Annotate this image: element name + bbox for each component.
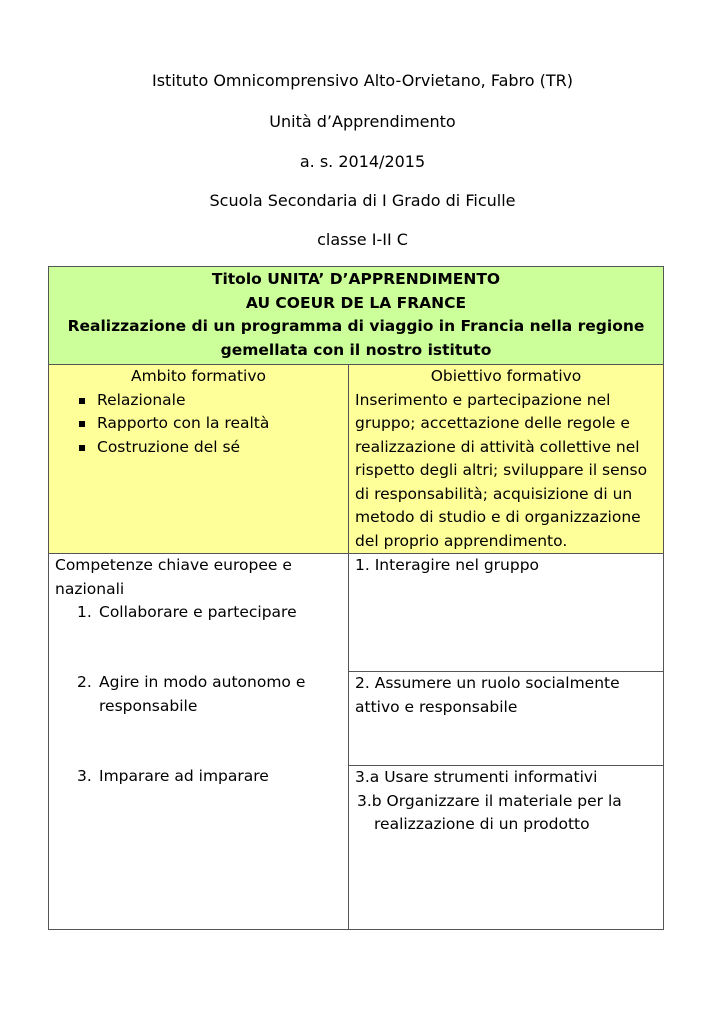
list-item-label: Rapporto con la realtà (97, 414, 270, 432)
competenze-heading-line1: Competenze chiave europee e (55, 556, 292, 574)
list-item-number: 1. (77, 603, 92, 621)
obiettivo-specifico-2-line2: attivo e responsabile (355, 697, 518, 716)
title-cell (49, 267, 664, 365)
list-item-number: 3. (77, 767, 92, 785)
unit-description-line2: gemellata con il nostro istituto (220, 340, 492, 359)
competenze-cell (49, 554, 349, 930)
list-item (77, 436, 342, 460)
obiettivo-specifico-2-cell (349, 672, 664, 766)
obiettivo-line: realizzazione di attività collettive nel (355, 437, 640, 456)
ambito-list (55, 389, 342, 460)
list-item-label-cont: responsabile (99, 696, 198, 715)
obiettivo-specifico-1-cell (349, 554, 664, 672)
title-line: Titolo UNITA’ D’APPRENDIMENTO (211, 270, 501, 288)
list-item-number: 2. (77, 673, 92, 691)
obiettivo-line: gruppo; accettazione delle regole e (355, 414, 630, 432)
header-school-year: a. s. 2014/2015 (299, 152, 426, 171)
learning-unit-table (48, 266, 664, 930)
square-bullet-icon (79, 398, 85, 404)
unit-name: AU COEUR DE LA FRANCE (245, 293, 467, 312)
obiettivo-line: rispetto degli altri; sviluppare il senso (355, 461, 648, 479)
competenze-heading-line2: nazionali (55, 579, 125, 598)
list-item (55, 671, 342, 765)
ambito-cell (49, 365, 349, 554)
header-unit-type: Unità d’Apprendimento (269, 112, 456, 131)
header-classes: classe I-II C (317, 230, 408, 249)
obiettivo-specifico-3b-line1: 3.b Organizzare il materiale per la (357, 791, 622, 810)
square-bullet-icon (79, 445, 85, 451)
ambito-heading: Ambito formativo (130, 367, 266, 385)
obiettivo-line: di responsabilità; acquisizione di un (355, 484, 633, 503)
unit-description-line1: Realizzazione di un programma di viaggio in Francia nella regione (67, 317, 645, 335)
square-bullet-icon (79, 421, 85, 427)
obiettivo-specifico-3a: 3.a Usare strumenti informativi (355, 768, 598, 786)
list-item (77, 412, 342, 436)
obiettivo-line: del proprio apprendimento. (355, 531, 568, 550)
header-institute: Istituto Omnicomprensivo Alto-Orvietano, Fabro (TR) (151, 71, 573, 90)
obiettivo-specifico-2-line1: 2. Assumere un ruolo socialmente (355, 674, 620, 692)
obiettivo-specifico-3b (355, 790, 657, 837)
list-item-label: Relazionale (97, 390, 186, 409)
list-item (55, 765, 342, 789)
obiettivo-specifico-3-cell (349, 766, 664, 930)
obiettivo-specifico-1: 1. Interagire nel gruppo (355, 556, 540, 574)
list-item-label: Imparare ad imparare (99, 767, 269, 785)
obiettivo-specifico-3b-line2: realizzazione di un prodotto (374, 815, 590, 833)
competenze-list (55, 601, 342, 789)
list-item (77, 389, 342, 413)
list-item (55, 601, 342, 671)
obiettivo-cell (349, 365, 664, 554)
obiettivo-line: Inserimento e partecipazione nel (355, 390, 611, 409)
list-item-label: Collaborare e partecipare (99, 603, 297, 621)
list-item-label: Costruzione del sé (97, 437, 241, 456)
header-school: Scuola Secondaria di I Grado di Ficulle (209, 191, 516, 210)
obiettivo-line: metodo di studio e di organizzazione (355, 508, 641, 526)
list-item-label: Agire in modo autonomo e (99, 673, 306, 691)
obiettivo-heading: Obiettivo formativo (430, 367, 582, 385)
